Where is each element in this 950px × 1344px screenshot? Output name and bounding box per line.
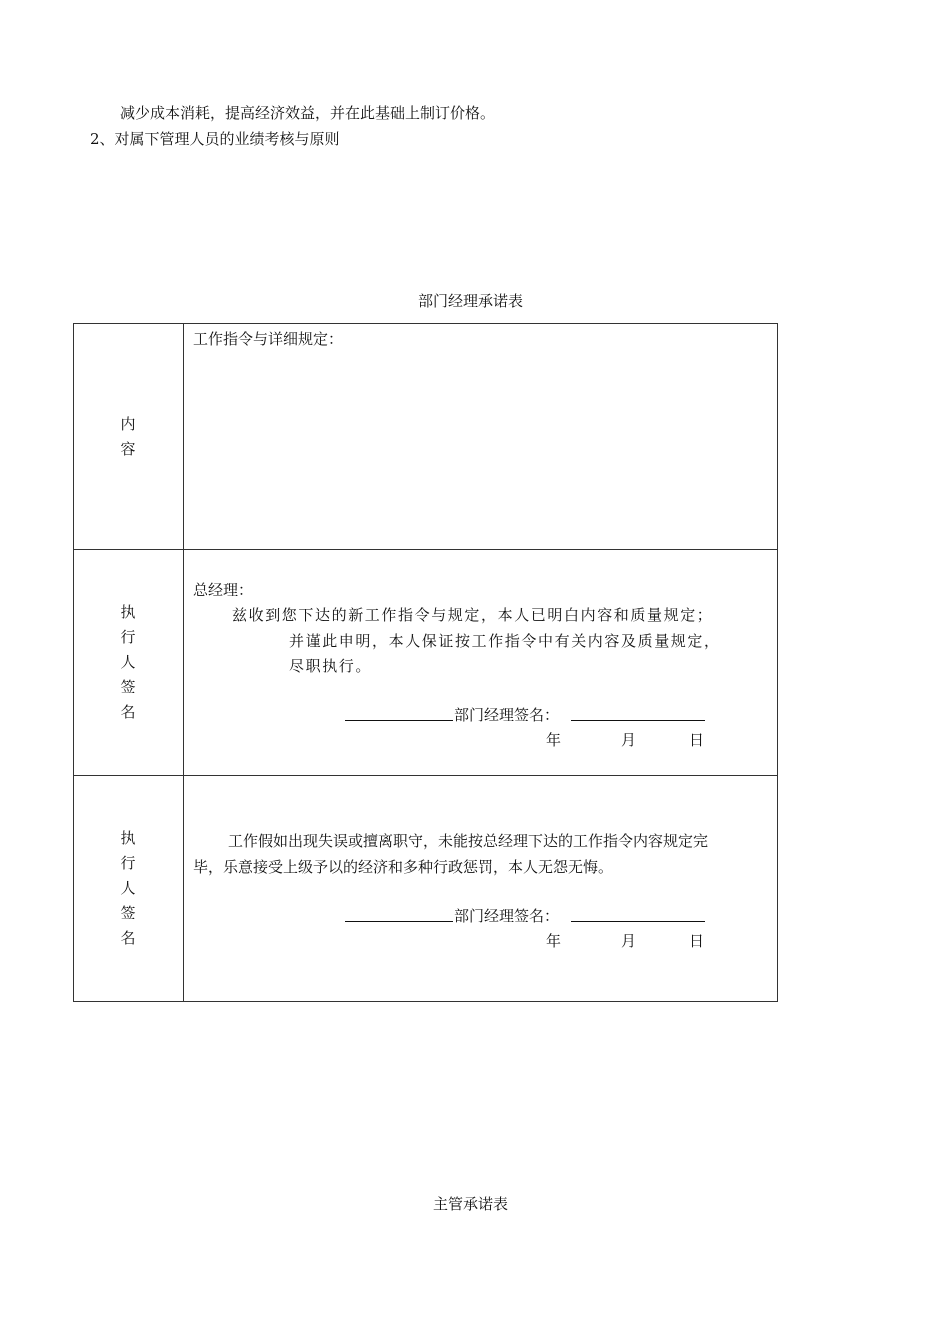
row2-date-month: 月 <box>621 731 637 749</box>
row3-date-day: 日 <box>689 932 705 950</box>
row3-label-char: 人 <box>120 879 136 897</box>
row2-label-char: 签 <box>120 678 136 696</box>
row3-text-line-2: 毕，乐意接受上级予以的经济和多种行政惩罚，本人无怨无悔。 <box>193 858 614 876</box>
row3-text-line-1: 工作假如出现失误或擅离职守，未能按总经理下达的工作指令内容规定完 <box>228 832 709 850</box>
row1-label <box>108 412 148 462</box>
table-row-divider-2 <box>73 775 778 776</box>
row2-label <box>108 600 148 725</box>
row3-label-char: 名 <box>120 929 136 947</box>
row2-signature-label: 部门经理签名： <box>454 706 560 724</box>
row2-salutation: 总经理： <box>193 581 254 599</box>
table-border-bottom <box>73 1001 778 1002</box>
row2-label-char: 执 <box>120 603 136 621</box>
row3-signature-blank-left[interactable] <box>345 921 453 922</box>
row2-date-year: 年 <box>546 731 562 749</box>
next-table-title: 主管承诺表 <box>433 1195 509 1213</box>
row3-label-char: 行 <box>120 854 136 872</box>
intro-line-1: 减少成本消耗，提高经济效益，并在此基础上制订价格。 <box>120 104 496 122</box>
table-border-top <box>73 323 778 324</box>
row2-label-char: 人 <box>120 653 136 671</box>
row3-label <box>108 826 148 951</box>
row3-date-month: 月 <box>621 932 637 950</box>
row2-signature-blank-right[interactable] <box>571 720 705 721</box>
row2-text-line-1: 兹收到您下达的新工作指令与规定，本人已明白内容和质量规定； <box>232 606 714 624</box>
row2-label-char: 行 <box>120 628 136 646</box>
table-title: 部门经理承诺表 <box>418 292 524 310</box>
row1-content-label: 工作指令与详细规定： <box>193 330 344 348</box>
row2-label-char: 名 <box>120 703 136 721</box>
row3-date-year: 年 <box>546 932 562 950</box>
row2-signature-blank-left[interactable] <box>345 720 453 721</box>
table-column-divider <box>183 323 184 1002</box>
row3-signature-blank-right[interactable] <box>571 921 705 922</box>
row1-label-char: 内 <box>120 415 136 433</box>
intro-line-2: 2、对属下管理人员的业绩考核与原则 <box>90 130 340 148</box>
row3-label-char: 执 <box>120 829 136 847</box>
row3-signature-label: 部门经理签名： <box>454 907 560 925</box>
table-border-left <box>73 323 74 1002</box>
table-row-divider-1 <box>73 549 778 550</box>
row2-text-line-3: 尽职执行。 <box>289 657 373 675</box>
table-border-right <box>777 323 778 1002</box>
row2-text-line-2: 并谨此申明，本人保证按工作指令中有关内容及质量规定， <box>289 632 721 650</box>
row1-label-char: 容 <box>120 440 136 458</box>
row3-label-char: 签 <box>120 904 136 922</box>
row2-date-day: 日 <box>689 731 705 749</box>
